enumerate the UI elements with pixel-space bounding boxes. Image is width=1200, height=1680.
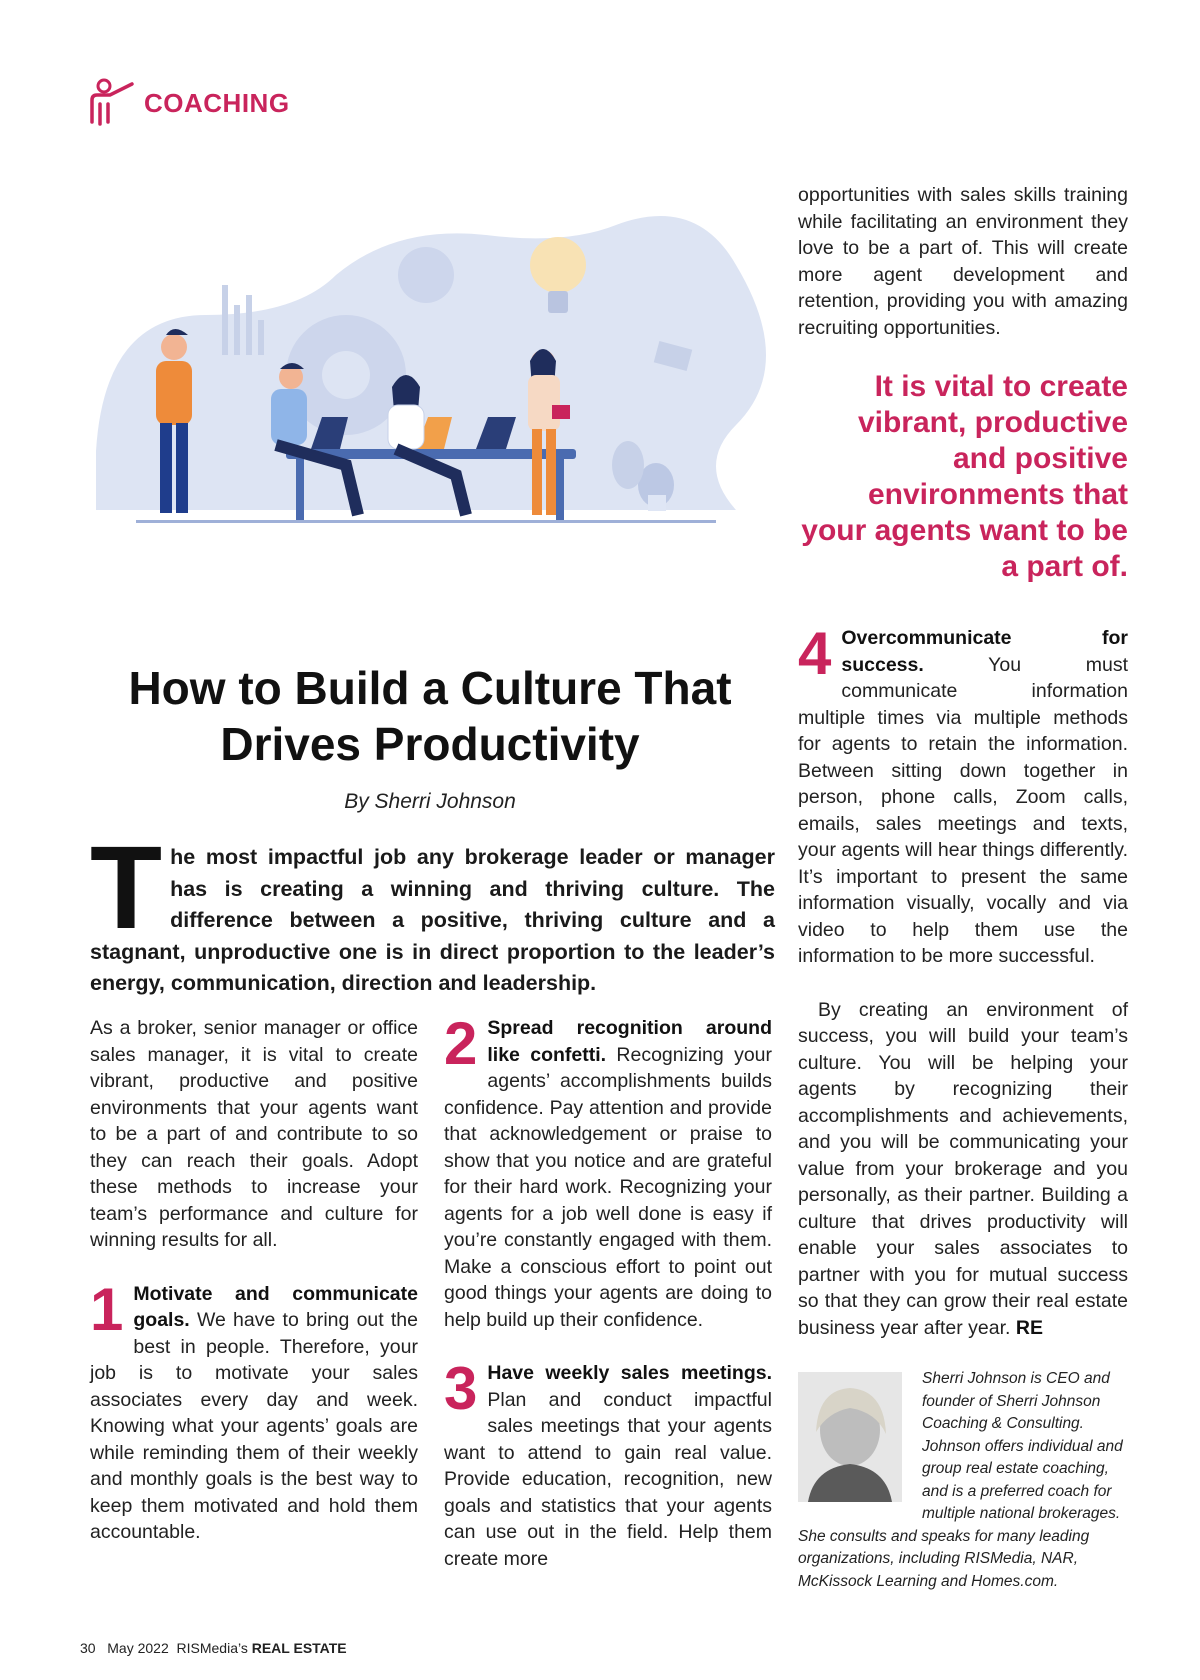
- column-2: [444, 1010, 772, 1599]
- tip-heading: Overcommunicate for success.: [841, 627, 1128, 676]
- tip-4: [798, 620, 1128, 970]
- bio-text: Sherri Johnson is CEO and founder of Sherri Johnson Coaching & Consulting. Johnson offers individual and group real estate coaching, and is a preferred coach for multiple national brokerages. She consults and speaks for many leading organizations, including RISMedia, NAR, McKissock Learning and Homes.com.: [798, 1370, 1123, 1590]
- tip-body: Recognizing your agents’ accomplishments builds confidence. Pay attention and provide that acknowledgement or praise to show that you notice and are grateful for their hard work. Recognizing your agents for a job well done is easy if you’re constantly engaged with them. Make a conscious effort to point out good things your agents are doing to help build up their confidence.: [444, 1043, 772, 1331]
- page-number: 30: [80, 1640, 96, 1656]
- column-1: [90, 1015, 418, 1573]
- author-bio: [798, 1368, 1128, 1593]
- drop-cap: T: [90, 822, 163, 954]
- tip-body: Plan and conduct impactful sales meetings that your agents want to attend to gain real value. Provide education, recognition, new goals and statistics that your agents can use out in the field. Help them create more: [444, 1388, 772, 1570]
- team-meeting-illustration: [96, 165, 776, 565]
- tip-body: You must communicate information multiple times via multiple methods for agents to retain the information. Between sitting down together in person, phone calls, Zoom calls, emails, sales meetings and texts, your agents will hear things differently. It’s important to present the same information visually, vocally and via video to help them use the information to be more successful.: [798, 653, 1128, 967]
- column-3: [798, 182, 1128, 1593]
- title-line-2: Drives Productivity: [220, 718, 640, 770]
- pull-quote: It is vital to create vibrant, productive and positive environments that your agents want to be a part of.: [801, 370, 1128, 583]
- page-footer: [80, 1640, 347, 1656]
- tip-heading: Have weekly sales meetings.: [487, 1362, 772, 1384]
- issue-date: May 2022: [107, 1640, 169, 1656]
- byline: By Sherri Johnson: [344, 790, 516, 813]
- closing-paragraph: [798, 997, 1128, 1342]
- tip-number: 1: [90, 1275, 124, 1343]
- article-title: [90, 660, 770, 772]
- end-mark: RE: [1015, 1316, 1043, 1339]
- tip-1: [90, 1275, 418, 1546]
- section-tag: [88, 78, 290, 128]
- tip-heading: Spread recognition around like confetti.: [487, 1017, 772, 1066]
- intro-paragraph: As a broker, senior manager or office sales manager, it is vital to create vibrant, productive and positive environments that your agents want to be a part of and contribute to so they can reach their goals. Adopt these methods to increase your team’s performance and culture for winning results for all.: [90, 1017, 418, 1251]
- closing-text: By creating an environment of success, you will build your team’s culture. You will be helping your agents by recognizing their accomplishments and achievements, and you will be communicating your value from your brokerage and you personally, as their partner. Building a culture that drives productivity will enable your sales associates to partner with you for mutual success so that they can grow their real estate business year after year.: [798, 998, 1128, 1339]
- tip-number: 4: [798, 620, 832, 687]
- tip-body: We have to bring out the best in people. Therefore, your job is to motivate your sales associates every day and week. Knowing what your agents’ goals are while reminding them of their weekly and monthly goals is the best way to keep them motivated and hold them accountable.: [90, 1309, 418, 1543]
- coach-pointing-icon: [88, 78, 140, 128]
- tip-3-continued: opportunities with sales skills training while facilitating an environment they love to be a part of. This will create more agent development and retention, providing you with amazing recruiting opportunities.: [798, 184, 1128, 339]
- tip-2: [444, 1010, 772, 1333]
- publisher-name: RISMedia’s: [176, 1640, 248, 1656]
- tip-heading: Motivate and communicate goals.: [133, 1282, 418, 1331]
- tip-number: 2: [444, 1010, 478, 1077]
- tip-3: [444, 1355, 772, 1572]
- magazine-name: REAL ESTATE: [251, 1640, 347, 1656]
- title-line-1: How to Build a Culture That: [128, 662, 732, 714]
- author-photo: [798, 1372, 902, 1502]
- lead-text: he most impactful job any brokerage leader or manager has is creating a winning and thriving culture. The difference between a positive, thriving culture and a stagnant, unproductive one is in direct proportion to the leader’s energy, communication, direction and leadership.: [90, 845, 775, 995]
- lead-paragraph: [90, 822, 775, 1000]
- tip-number: 3: [444, 1355, 478, 1422]
- section-label: COACHING: [144, 87, 290, 118]
